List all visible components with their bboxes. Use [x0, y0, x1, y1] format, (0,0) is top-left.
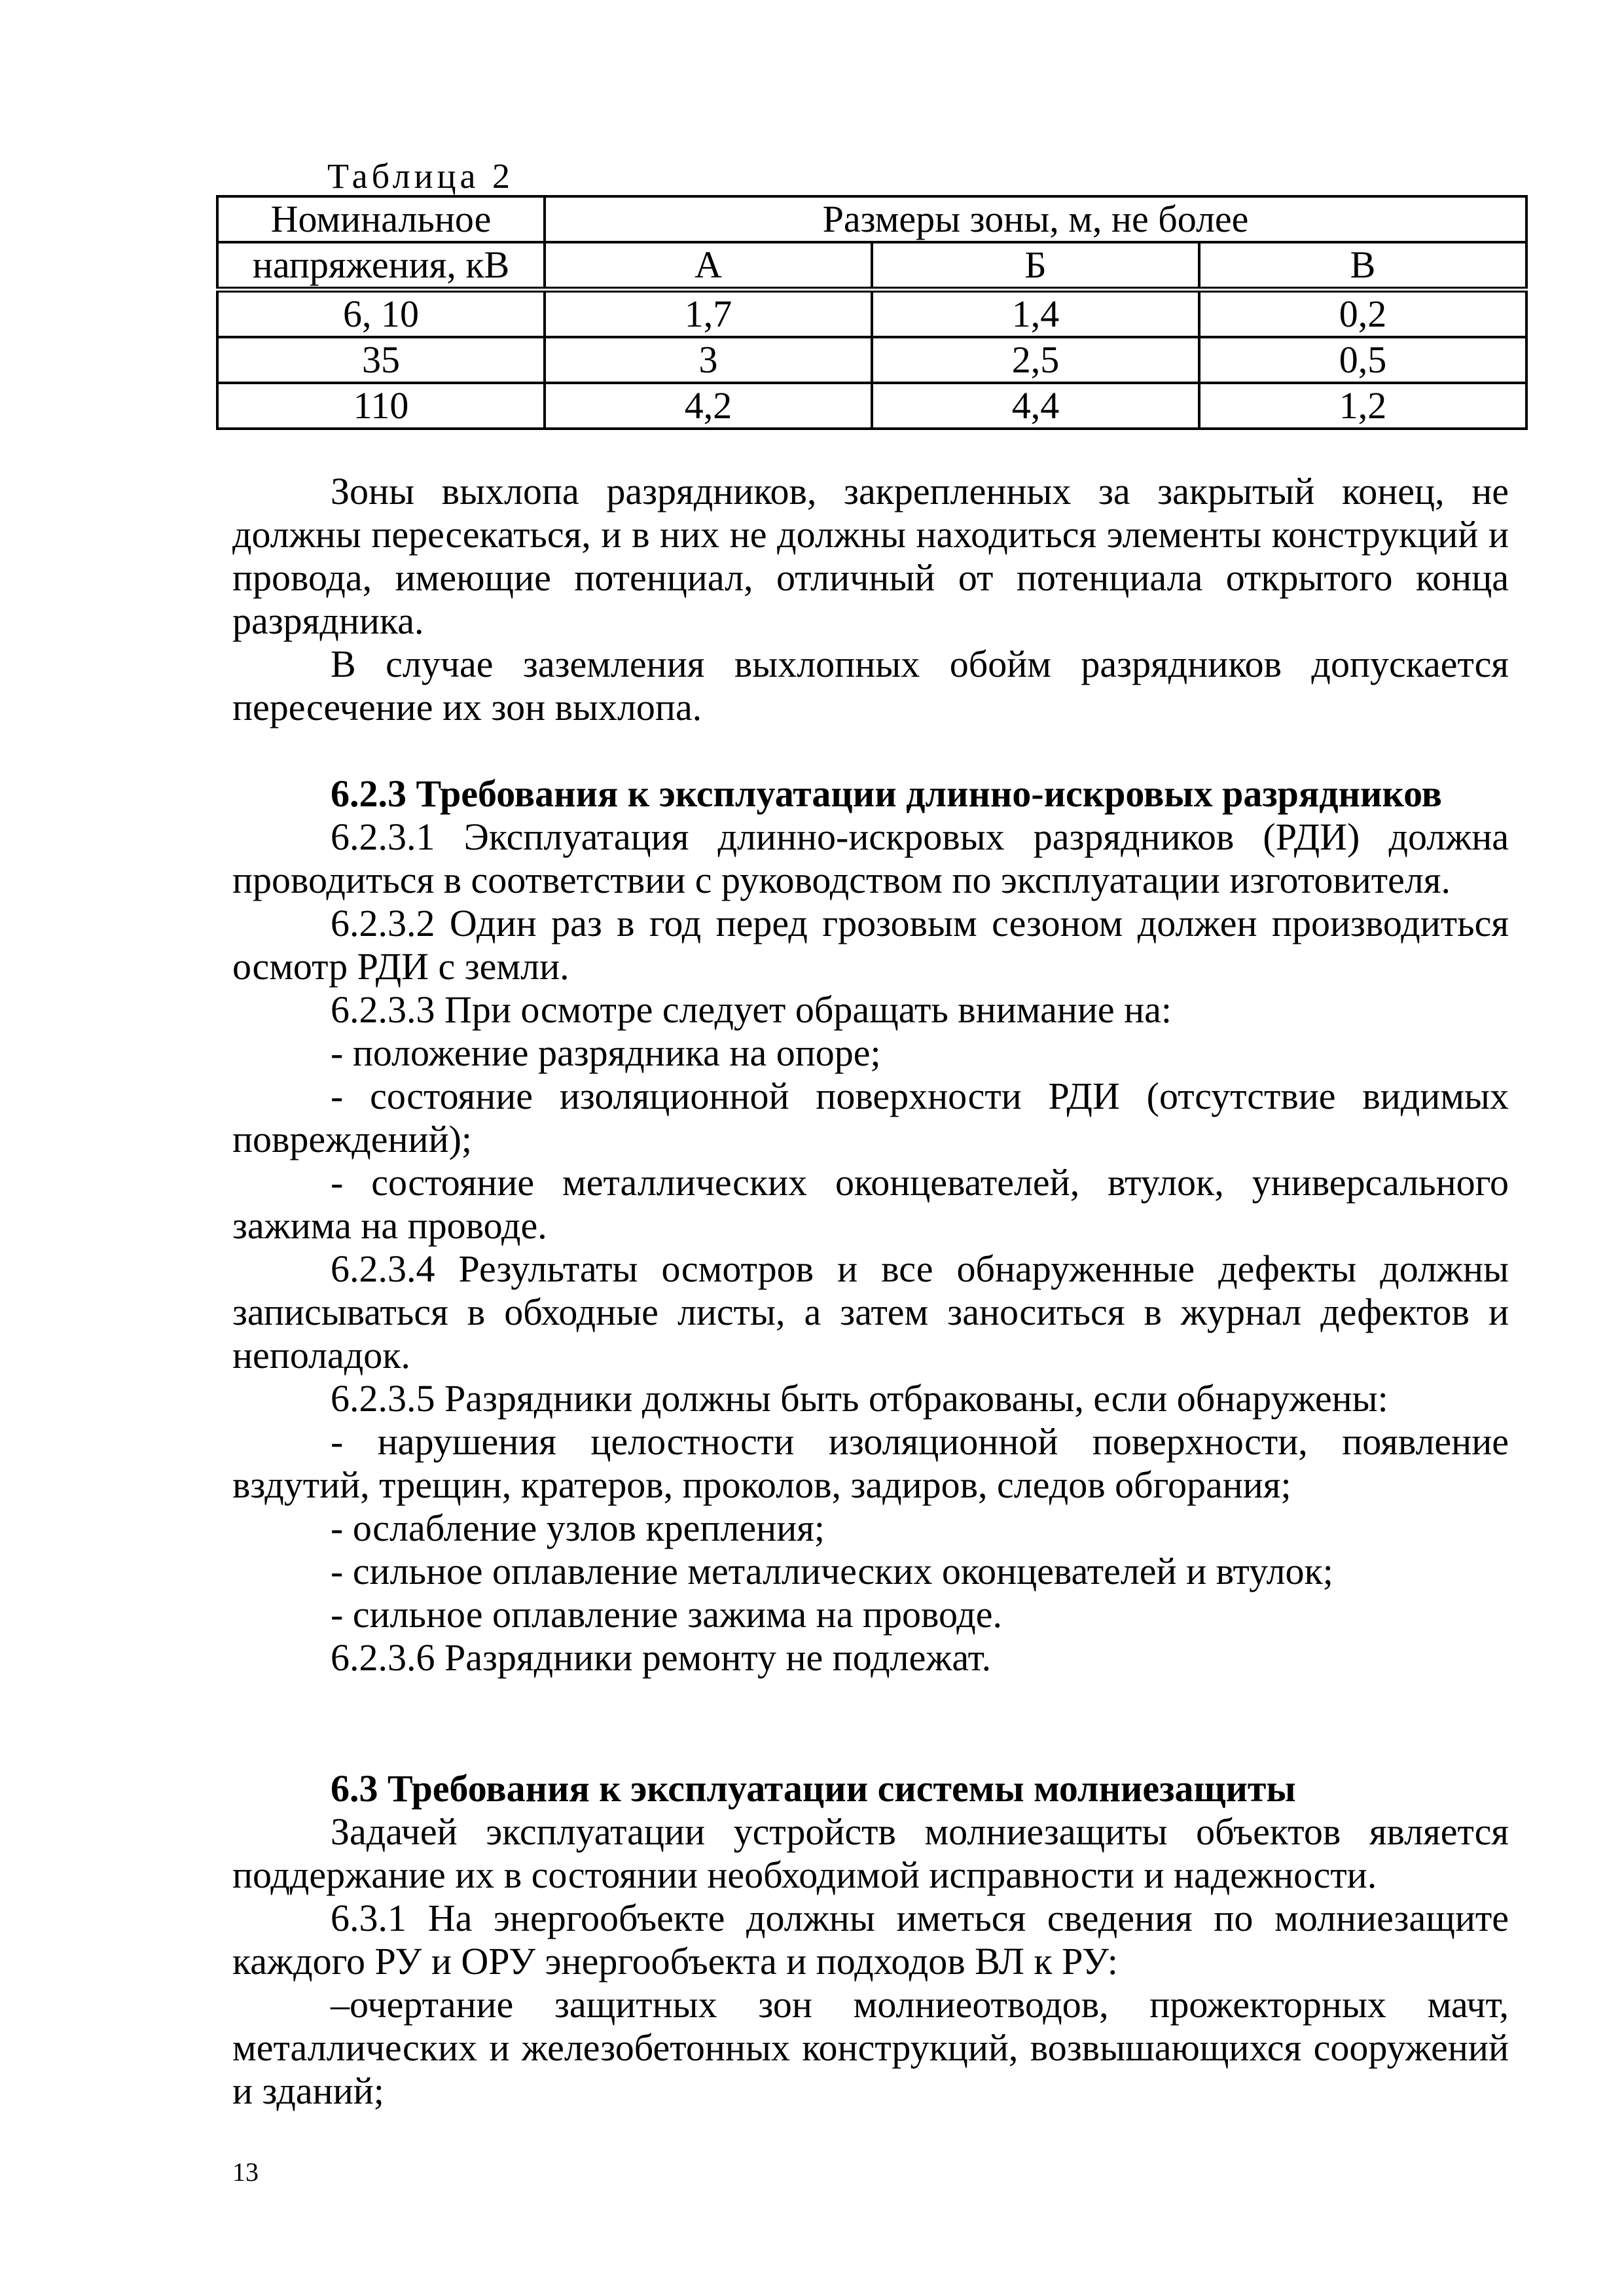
body-text-block-1 — [232, 470, 1509, 729]
section-heading: 6.2.3 Требования к эксплуатации длинно-искровых разрядников — [331, 772, 1443, 815]
table-cell: 0,2 — [1199, 290, 1526, 338]
table-cell: 4,2 — [545, 383, 872, 429]
table-cell: 6, 10 — [217, 290, 545, 338]
table-row — [217, 290, 1526, 338]
list-item: - сильное оплавление металлических оконцевателей и втулок; — [331, 1550, 1333, 1592]
table-cell: 3 — [545, 337, 872, 383]
section-6-3 — [232, 1767, 1509, 2113]
list-item: - нарушения целостности изоляционной поверхности, появление вздутий, трещин, кратеров, проколов, задиров, следов обгорания; — [232, 1420, 1509, 1506]
paragraph: 6.2.3.2 Один раз в год перед грозовым сезоном должен производиться осмотр РДИ с земли. — [232, 902, 1509, 988]
paragraph: 6.3.1 На энергообъекте должны иметься сведения по молниезащите каждого РУ и ОРУ энергообъекта и подходов ВЛ к РУ: — [232, 1897, 1509, 1982]
table-subheader-b: Б — [872, 242, 1199, 290]
table-subheader-v: В — [1199, 242, 1526, 290]
table-cell: 1,2 — [1199, 383, 1526, 429]
section-6-2-3 — [232, 772, 1509, 1679]
paragraph: 6.2.3.1 Эксплуатация длинно-искровых разрядников (РДИ) должна проводиться в соответствии с руководством по эксплуатации изготовителя. — [232, 816, 1509, 901]
paragraph: Задачей эксплуатации устройств молниезащиты объектов является поддержание их в состоянии необходимой исправности и надежности. — [232, 1810, 1509, 1896]
table-subheader-a: А — [545, 242, 872, 290]
table-cell: 110 — [217, 383, 545, 429]
paragraph: 6.2.3.4 Результаты осмотров и все обнаруженные дефекты должны записываться в обходные листы, а затем заноситься в журнал дефектов и неполадок. — [232, 1247, 1509, 1376]
table-cell: 1,4 — [872, 290, 1199, 338]
list-item: - ослабление узлов крепления; — [331, 1507, 825, 1549]
list-item: - состояние металлических оконцевателей, втулок, универсального зажима на проводе. — [232, 1161, 1509, 1247]
section-heading: 6.3 Требования к эксплуатации системы молниезащиты — [331, 1767, 1296, 1810]
table-cell: 1,7 — [545, 290, 872, 338]
paragraph: 6.2.3.5 Разрядники должны быть отбракованы, если обнаружены: — [331, 1377, 1388, 1420]
table-cell: 4,4 — [872, 383, 1199, 429]
table-row — [217, 337, 1526, 383]
list-item: - состояние изоляционной поверхности РДИ (отсутствие видимых повреждений); — [232, 1075, 1509, 1160]
table-header-voltage-1: Номинальное — [217, 196, 545, 242]
paragraph: В случае заземления выхлопных обойм разрядников допускается пересечение их зон выхлопа. — [232, 643, 1509, 728]
paragraph: 6.2.3.6 Разрядники ремонту не подлежат. — [331, 1636, 992, 1679]
paragraph: 6.2.3.3 При осмотре следует обращать внимание на: — [331, 988, 1172, 1031]
table-row — [217, 383, 1526, 429]
paragraph: Зоны выхлопа разрядников, закрепленных за закрытый конец, не должны пересекаться, и в них не должны находиться элементы конструкций и провода, имеющие потенциал, отличный от потенциала открытого конца разрядника. — [232, 470, 1509, 642]
table-caption: Таблица 2 — [327, 156, 514, 196]
list-item: –очертание защитных зон молниеотводов, прожекторных мачт, металлических и железобетонных конструкций, возвышающихся сооружений и зданий; — [232, 1983, 1509, 2112]
table-header-zone-size: Размеры зоны, м, не более — [545, 196, 1526, 242]
table-cell: 35 — [217, 337, 545, 383]
table-header-voltage-2: напряжения, кВ — [217, 242, 545, 290]
page-number: 13 — [232, 2157, 259, 2187]
voltage-zone-table — [216, 195, 1528, 430]
list-item: - сильное оплавление зажима на проводе. — [331, 1593, 1003, 1636]
list-item: - положение разрядника на опоре; — [331, 1031, 881, 1074]
table-cell: 2,5 — [872, 337, 1199, 383]
table-cell: 0,5 — [1199, 337, 1526, 383]
